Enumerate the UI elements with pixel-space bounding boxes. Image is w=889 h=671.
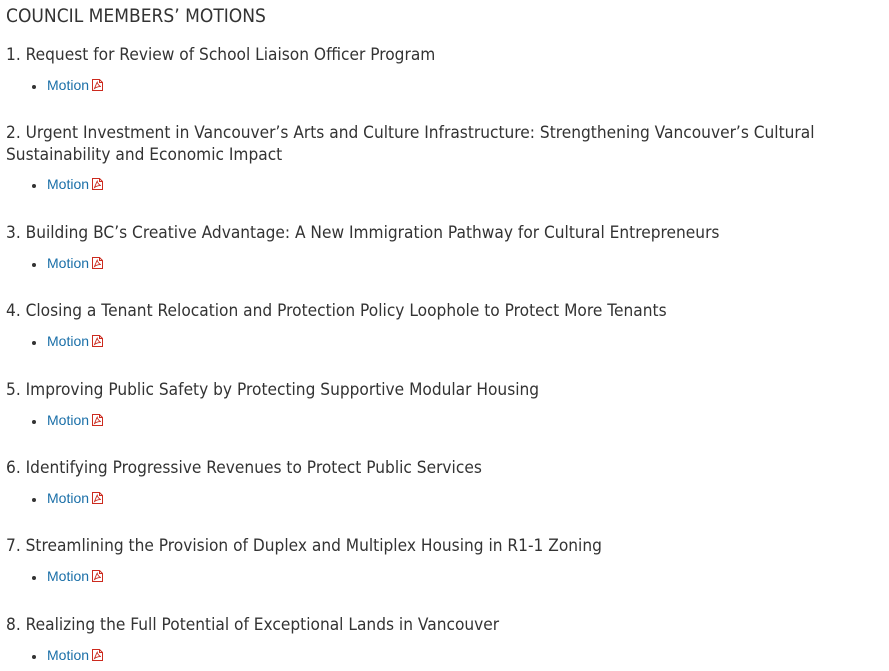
motion-document-item: [46, 647, 103, 665]
motion-document-list: [6, 490, 103, 508]
motion-document-link[interactable]: Motion: [47, 176, 90, 192]
motion-document-item: [46, 333, 103, 351]
motion-document-item: [46, 255, 103, 273]
pdf-icon: [92, 649, 103, 661]
motion-document-item: [46, 412, 103, 430]
pdf-icon: [92, 414, 103, 426]
page-title: COUNCIL MEMBERS’ MOTIONS: [6, 5, 266, 27]
motion-document-item: [46, 176, 103, 194]
motion-document-list: [6, 255, 103, 273]
motion-heading: 5. Improving Public Safety by Protecting Supportive Modular Housing: [6, 380, 540, 399]
pdf-icon: [92, 257, 103, 269]
motion-heading: 4. Closing a Tenant Relocation and Protection Policy Loophole to Protect More Tenants: [6, 301, 667, 320]
motion-document-list: [6, 568, 103, 586]
motion-document-link[interactable]: Motion: [47, 255, 90, 271]
motion-heading: 1. Request for Review of School Liaison Officer Program: [6, 45, 436, 64]
pdf-icon: [92, 335, 103, 347]
motion-heading: 6. Identifying Progressive Revenues to Protect Public Services: [6, 458, 482, 477]
motion-document-link[interactable]: Motion: [47, 490, 90, 506]
motion-heading: 8. Realizing the Full Potential of Exceptional Lands in Vancouver: [6, 615, 500, 634]
pdf-icon: [92, 79, 103, 91]
motion-document-link[interactable]: Motion: [47, 568, 90, 584]
motion-document-list: [6, 647, 103, 665]
motion-heading: 3. Building BC’s Creative Advantage: A New Immigration Pathway for Cultural Entrepreneurs: [6, 223, 720, 242]
pdf-icon: [92, 178, 103, 190]
motion-document-item: [46, 77, 103, 95]
pdf-icon: [92, 570, 103, 582]
motion-document-item: [46, 568, 103, 586]
page-content: [6, 0, 882, 663]
motion-document-list: [6, 176, 103, 194]
motion-document-list: [6, 77, 103, 95]
motion-document-link[interactable]: Motion: [47, 333, 90, 349]
motion-document-list: [6, 412, 103, 430]
motion-heading: 7. Streamlining the Provision of Duplex and Multiplex Housing in R1-1 Zoning: [6, 536, 602, 555]
motion-document-link[interactable]: Motion: [47, 77, 90, 93]
motion-document-link[interactable]: Motion: [47, 647, 90, 663]
motion-document-list: [6, 333, 103, 351]
motion-heading: 2. Urgent Investment in Vancouver’s Arts and Culture Infrastructure: Strengthening Vancouver’s Cultural Sustainability and Economic Impact: [6, 123, 815, 164]
pdf-icon: [92, 492, 103, 504]
motion-document-link[interactable]: Motion: [47, 412, 90, 428]
motion-document-item: [46, 490, 103, 508]
